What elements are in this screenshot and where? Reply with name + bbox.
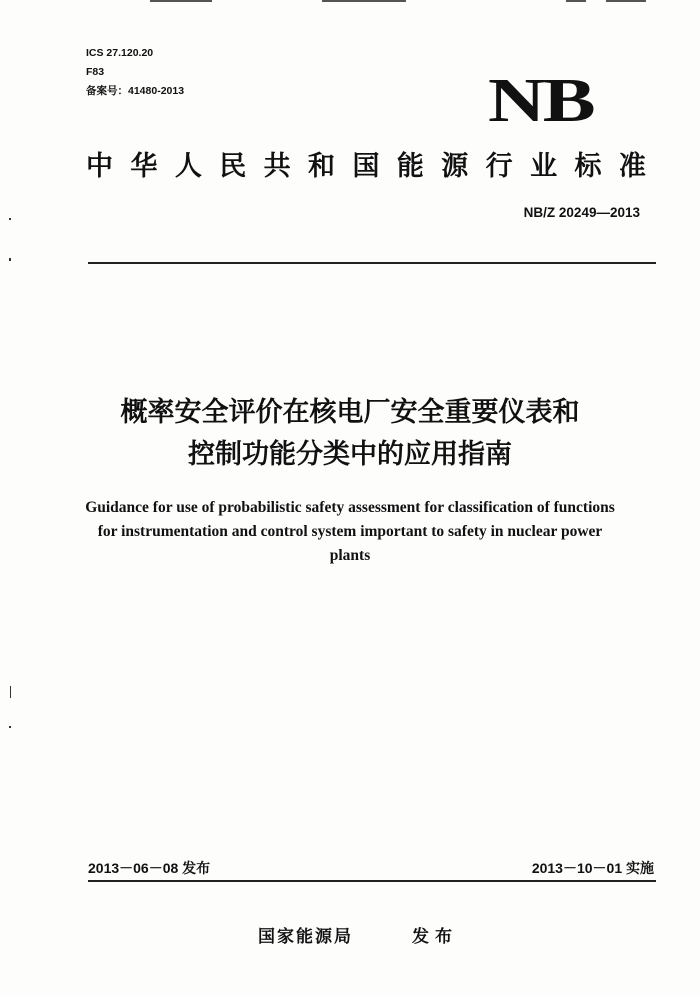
title-char: 民	[219, 151, 247, 182]
scan-artifact	[150, 0, 212, 2]
title-char: 行	[485, 151, 513, 182]
title-char: 中	[86, 151, 113, 182]
title-char: 人	[174, 151, 202, 182]
scan-speck	[9, 218, 11, 220]
scan-artifact	[566, 0, 586, 2]
implementation-date: 2013－10－01 实施	[531, 860, 654, 876]
standard-number: NB/Z 20249—2013	[523, 205, 640, 220]
scan-speck	[9, 258, 11, 261]
issuing-authority: 国家能源局	[258, 927, 353, 946]
chinese-title-line-2: 控制功能分类中的应用指南	[188, 439, 512, 470]
english-title-line-1: Guidance for use of probabilistic safety assessment for classification of functions	[85, 499, 615, 516]
chinese-title	[60, 392, 640, 476]
footer-divider	[88, 880, 656, 882]
title-char: 华	[130, 151, 158, 182]
scan-artifact	[606, 0, 646, 2]
issue-date: 2013－06－08 发布	[88, 860, 211, 876]
title-char: 共	[263, 151, 291, 182]
title-char: 源	[441, 151, 469, 182]
ccs-code: F83	[86, 66, 105, 78]
scan-edge-artifacts	[0, 0, 700, 4]
industry-standard-title	[86, 148, 646, 186]
classification-codes	[86, 44, 184, 101]
ics-code: ICS 27.120.20	[86, 47, 154, 59]
english-title-line-2: for instrumentation and control system important to safety in nuclear power	[97, 523, 603, 540]
title-char: 准	[618, 151, 646, 182]
title-char: 业	[530, 151, 558, 182]
chinese-title-line-1: 概率安全评价在核电厂安全重要仪表和	[120, 397, 580, 428]
scan-speck	[10, 686, 11, 698]
nb-logo: NB	[488, 67, 594, 135]
issue-label: 发布	[412, 927, 458, 946]
filing-number: 备案号：41480-2013	[86, 85, 185, 97]
header-divider	[88, 262, 656, 264]
english-title	[60, 496, 640, 568]
scan-artifact	[322, 0, 406, 2]
scan-speck	[9, 726, 11, 728]
title-char: 国	[352, 151, 380, 182]
title-char: 能	[396, 151, 424, 182]
english-title-line-3: plants	[329, 547, 371, 564]
title-char: 标	[574, 151, 602, 182]
title-char: 和	[308, 151, 336, 182]
